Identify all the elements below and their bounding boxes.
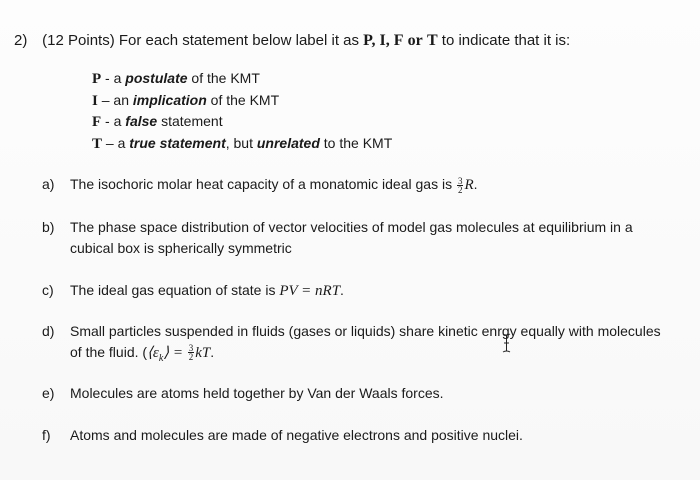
statement-label: d): [42, 323, 55, 339]
legend-rest: to the KMT: [319, 134, 393, 151]
statement-end: .: [210, 343, 215, 360]
legend-dash: - a: [101, 70, 126, 86]
legend-emphasis: postulate: [125, 70, 188, 86]
legend-dash: – an: [97, 91, 133, 108]
fraction: [188, 344, 195, 361]
label-legend: [92, 68, 392, 154]
fraction-denominator: 2: [188, 352, 194, 363]
math-kt: kT: [195, 344, 211, 361]
statement-f: [42, 425, 680, 446]
statement-label: f): [42, 427, 51, 443]
letter-t: T: [426, 32, 438, 49]
legend-rest: of the KMT: [206, 91, 280, 108]
legend-emphasis: implication: [132, 91, 207, 108]
or-word: or: [407, 32, 423, 49]
math-epsilon: ⟨ε: [147, 344, 159, 361]
math-equals: ⟩ =: [163, 344, 187, 361]
statement-b: [42, 217, 680, 258]
statement-line-2: of the fluid. (: [70, 343, 148, 360]
statement-text: Molecules are atoms held together by Van der Waals forces.: [70, 385, 444, 401]
statement-line-1: The phase space distribution of vector velocities of model gas molecules at equilibrium in a: [70, 219, 633, 235]
legend-row-i: [92, 90, 392, 112]
legend-dash: – a: [102, 134, 130, 151]
legend-emphasis: true statement: [129, 134, 226, 151]
question-header: [14, 32, 570, 50]
legend-key: T: [92, 135, 103, 152]
letters-list: P, I, F: [363, 32, 404, 49]
math-subscript: k: [158, 352, 164, 364]
statement-label: e): [42, 385, 55, 401]
fraction-numerator: 3: [457, 175, 463, 186]
legend-emphasis: false: [125, 113, 158, 129]
statement-line-2: cubical box is spherically symmetric: [70, 239, 292, 256]
legend-key: P: [92, 71, 102, 87]
legend-rest: statement: [157, 113, 223, 129]
legend-key: I: [92, 92, 98, 109]
text-cursor-icon: [502, 333, 511, 353]
legend-dash: - a: [101, 113, 126, 129]
statement-label: b): [42, 219, 55, 235]
statement-e: [42, 383, 680, 404]
math-symbol: R: [464, 177, 474, 193]
legend-mid: , but: [225, 134, 257, 151]
fraction-denominator: 2: [457, 184, 463, 195]
math-equation: PV = nRT: [279, 283, 341, 299]
statement-text: The isochoric molar heat capacity of a monatomic ideal gas is: [70, 176, 456, 192]
question-suffix: to indicate that it is:: [437, 32, 571, 49]
legend-row-t: [92, 133, 392, 155]
statement-line-1: Small particles suspended in fluids (gases or liquids) share kinetic enrgy equally with molecules: [70, 323, 661, 339]
legend-key: F: [92, 114, 102, 130]
question-prefix: (12 Points) For each statement below label it as: [42, 32, 364, 49]
statement-text: Atoms and molecules are made of negative electrons and positive nuclei.: [70, 427, 523, 443]
legend-emphasis-2: unrelated: [256, 134, 320, 151]
statement-text: The ideal gas equation of state is: [70, 282, 280, 298]
statement-label: a): [42, 176, 55, 192]
legend-rest: of the KMT: [187, 70, 260, 86]
statement-c: [42, 280, 680, 302]
question-number: 2): [14, 32, 28, 49]
statement-end: .: [340, 282, 344, 298]
statement-a: [42, 174, 680, 196]
statement-end: .: [473, 176, 478, 192]
statement-label: c): [42, 282, 54, 298]
fraction-numerator: 3: [188, 343, 194, 354]
legend-row-p: [92, 68, 392, 90]
legend-row-f: [92, 111, 392, 133]
statement-d: [42, 321, 680, 369]
fraction: [457, 177, 464, 194]
